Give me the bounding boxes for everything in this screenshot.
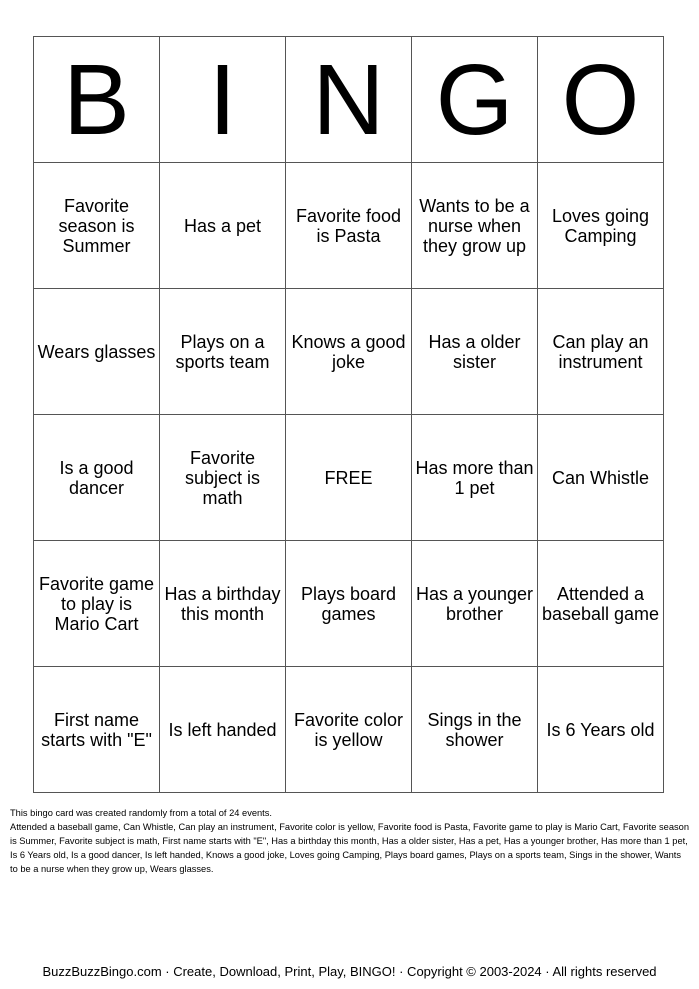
header-letter: G xyxy=(412,37,538,163)
bingo-cell: Has a birthday this month xyxy=(160,541,286,667)
bingo-card xyxy=(33,36,664,793)
note-summary: This bingo card was created randomly from a total of 24 events. xyxy=(10,808,272,818)
bingo-cell: Can play an instrument xyxy=(538,289,664,415)
note-events: Attended a baseball game, Can Whistle, Can play an instrument, Favorite color is yellow, Favorite food is Pasta, Favorite game to play is Mario Cart, Favorite season is Summer, Favorite subject is math, First name starts with "E", Has a birthday this month, Has a older sister, Has a pet, Has a younger brother, Has more than 1 pet, Is 6 Years old, Is a good dancer, Is left handed, Knows a good joke, Loves going Camping, Plays board games, Plays on a sports team, Sings in the shower, Wants to be a nurse when they grow up, Wears glasses. xyxy=(10,822,689,874)
bingo-cell: FREE xyxy=(286,415,412,541)
header-letter: I xyxy=(160,37,286,163)
card-row xyxy=(34,415,664,541)
bingo-cell: Is left handed xyxy=(160,667,286,793)
bingo-cell: Favorite game to play is Mario Cart xyxy=(34,541,160,667)
bingo-cell: Attended a baseball game xyxy=(538,541,664,667)
bingo-cell: Can Whistle xyxy=(538,415,664,541)
bingo-cell: Is a good dancer xyxy=(34,415,160,541)
bingo-cell: Wants to be a nurse when they grow up xyxy=(412,163,538,289)
card-row xyxy=(34,163,664,289)
bingo-cell: Has more than 1 pet xyxy=(412,415,538,541)
bingo-cell: Favorite food is Pasta xyxy=(286,163,412,289)
bingo-cell: Is 6 Years old xyxy=(538,667,664,793)
bingo-cell: Knows a good joke xyxy=(286,289,412,415)
bingo-cell: Wears glasses xyxy=(34,289,160,415)
card-note xyxy=(10,806,690,876)
bingo-cell: Favorite subject is math xyxy=(160,415,286,541)
bingo-cell: Sings in the shower xyxy=(412,667,538,793)
card-row xyxy=(34,541,664,667)
bingo-cell: Plays board games xyxy=(286,541,412,667)
bingo-cell: Has a pet xyxy=(160,163,286,289)
header-letter: B xyxy=(34,37,160,163)
header-letter: O xyxy=(538,37,664,163)
bingo-cell: Has a older sister xyxy=(412,289,538,415)
bingo-cell: Favorite season is Summer xyxy=(34,163,160,289)
bingo-cell: Favorite color is yellow xyxy=(286,667,412,793)
card-row xyxy=(34,667,664,793)
bingo-cell: Plays on a sports team xyxy=(160,289,286,415)
header-letter: N xyxy=(286,37,412,163)
header-row xyxy=(34,37,664,163)
bingo-cell: First name starts with "E" xyxy=(34,667,160,793)
bingo-cell: Has a younger brother xyxy=(412,541,538,667)
bingo-cell: Loves going Camping xyxy=(538,163,664,289)
footer: BuzzBuzzBingo.com · Create, Download, Print, Play, BINGO! · Copyright © 2003-2024 · All rights reserved xyxy=(42,964,657,979)
card-row xyxy=(34,289,664,415)
